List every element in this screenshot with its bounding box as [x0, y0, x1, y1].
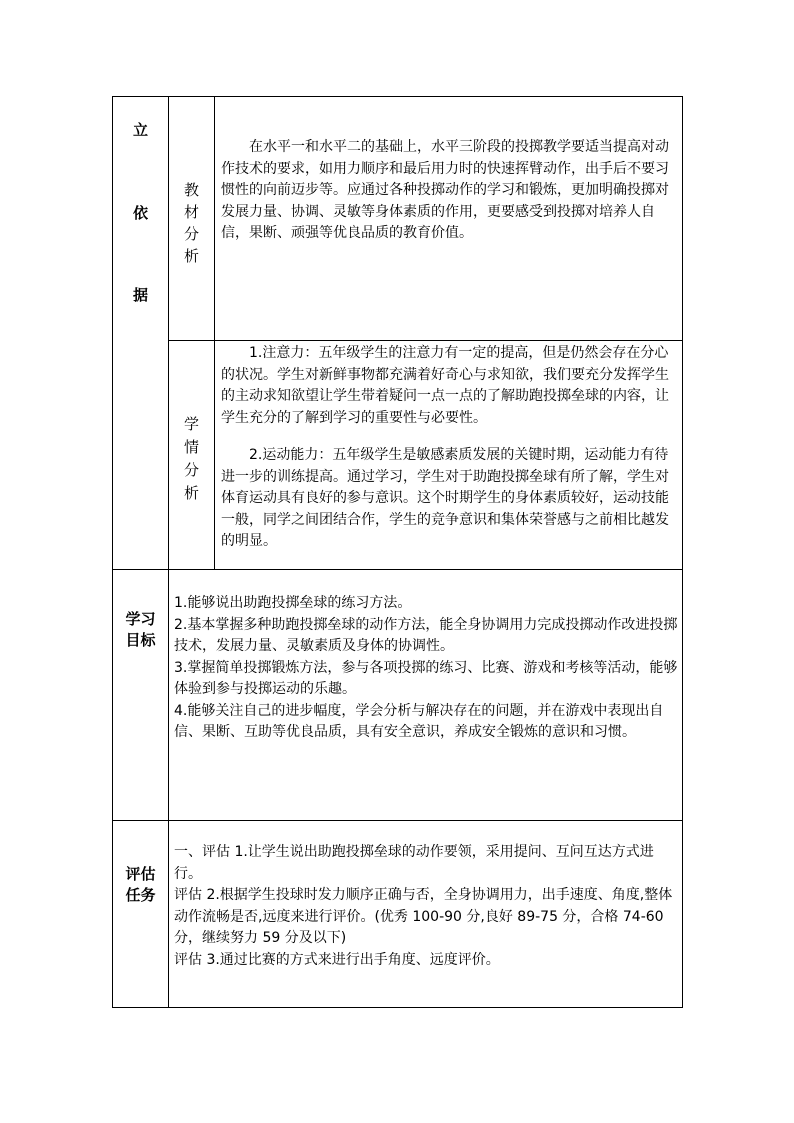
section3-label-line-2: 任务 [125, 886, 156, 904]
section2-content [174, 593, 679, 744]
sub2-label-char-1: 学 [184, 415, 200, 433]
row-divider-1 [113, 569, 682, 570]
sub1-label-char-3: 分 [184, 225, 200, 243]
eval-item: 一、评估 1.让学生说出助跑投掷垒球的动作要领，采用提问、互问互达方式进行。 [174, 844, 654, 882]
section2-label-line-1: 学习 [125, 610, 156, 628]
sub1-label-char-1: 教 [184, 181, 200, 199]
section2-label-line-2: 目标 [125, 631, 156, 649]
section1-label-char-1: 立 [133, 121, 149, 139]
section3-label [113, 864, 168, 906]
sub2-para-1: 1.注意力：五年级学生的注意力有一定的提高，但是仍然会存在分心的状况。学生对新鲜事物都充满着好奇心与求知欲，我们要充分发挥学生的主动求知欲望让学生带着疑问一点一点的了解助跑投掷垒球的内容，让学生充分的了解到学习的重要性与必要性。 [221, 345, 669, 426]
sub1-label-char-4: 析 [184, 247, 200, 265]
col-divider-main [168, 569, 169, 1007]
section2-label [113, 609, 168, 651]
sub1-content [221, 137, 679, 245]
sub2-label-char-4: 析 [184, 484, 200, 502]
sub2-content [221, 343, 679, 553]
eval-item: 评估 2.根据学生投球时发力顺序正确与否，全身协调用力，出手速度、角度,整体动作流畅是否,远度来进行评价。(优秀 100-90 分,良好 89-75 分，合格 74-60 分，继续努力 59 分及以下) [174, 887, 673, 946]
sub2-para-2: 2.运动能力：五年级学生是敏感素质发展的关键时期，运动能力有待进一步的训练提高。通过学习，学生对于助跑投掷垒球有所了解，学生对体育运动具有良好的参与意识。这个时期学生的身体素质较好，运动技能一般，同学之间团结合作，学生的竞争意识和集体荣誉感与之前相比越发的明显。 [221, 447, 669, 549]
row-divider-2 [113, 820, 682, 821]
eval-item: 评估 3.通过比赛的方式来进行出手角度、远度评价。 [174, 951, 500, 968]
sub2-label-char-3: 分 [184, 461, 200, 479]
col-divider-1 [168, 97, 169, 569]
section3-label-line-1: 评估 [125, 865, 156, 883]
section3-content [174, 842, 679, 971]
section1-label-char-2: 依 [133, 204, 149, 222]
section1-label-char-3: 据 [133, 286, 149, 304]
sub1-label-char-2: 材 [184, 203, 200, 221]
col-divider-2 [214, 97, 215, 569]
lesson-table [112, 96, 683, 1008]
goal-item: 4.能够关注自己的进步幅度，学会分析与解决存在的问题，并在游戏中表现出自信、果断、互助等优良品质，具有安全意识，养成安全锻炼的意识和习惯。 [174, 702, 664, 740]
row-divider-sub [168, 340, 682, 341]
sub1-text: 在水平一和水平二的基础上，水平三阶段的投掷教学要适当提高对动作技术的要求，如用力顺序和最后用力时的快速挥臂动作，出手后不要习惯性的向前迈步等。应通过各种投掷动作的学习和锻炼，更加明确投掷对发展力量、协调、灵敏等身体素质的作用，更要感受到投掷对培养人自信，果断、顽强等优良品质的教育价值。 [221, 139, 669, 241]
sub2-label-char-2: 情 [184, 438, 200, 456]
goal-item: 3.掌握简单投掷锻炼方法，参与各项投掷的练习、比赛、游戏和考核等活动，能够体验到参与投掷运动的乐趣。 [174, 659, 678, 697]
goal-item: 2.基本掌握多种助跑投掷垒球的动作方法，能全身协调用力完成投掷动作改进投掷技术，发展力量、灵敏素质及身体的协调性。 [174, 616, 678, 654]
goal-item: 1.能够说出助跑投掷垒球的练习方法。 [174, 595, 412, 611]
